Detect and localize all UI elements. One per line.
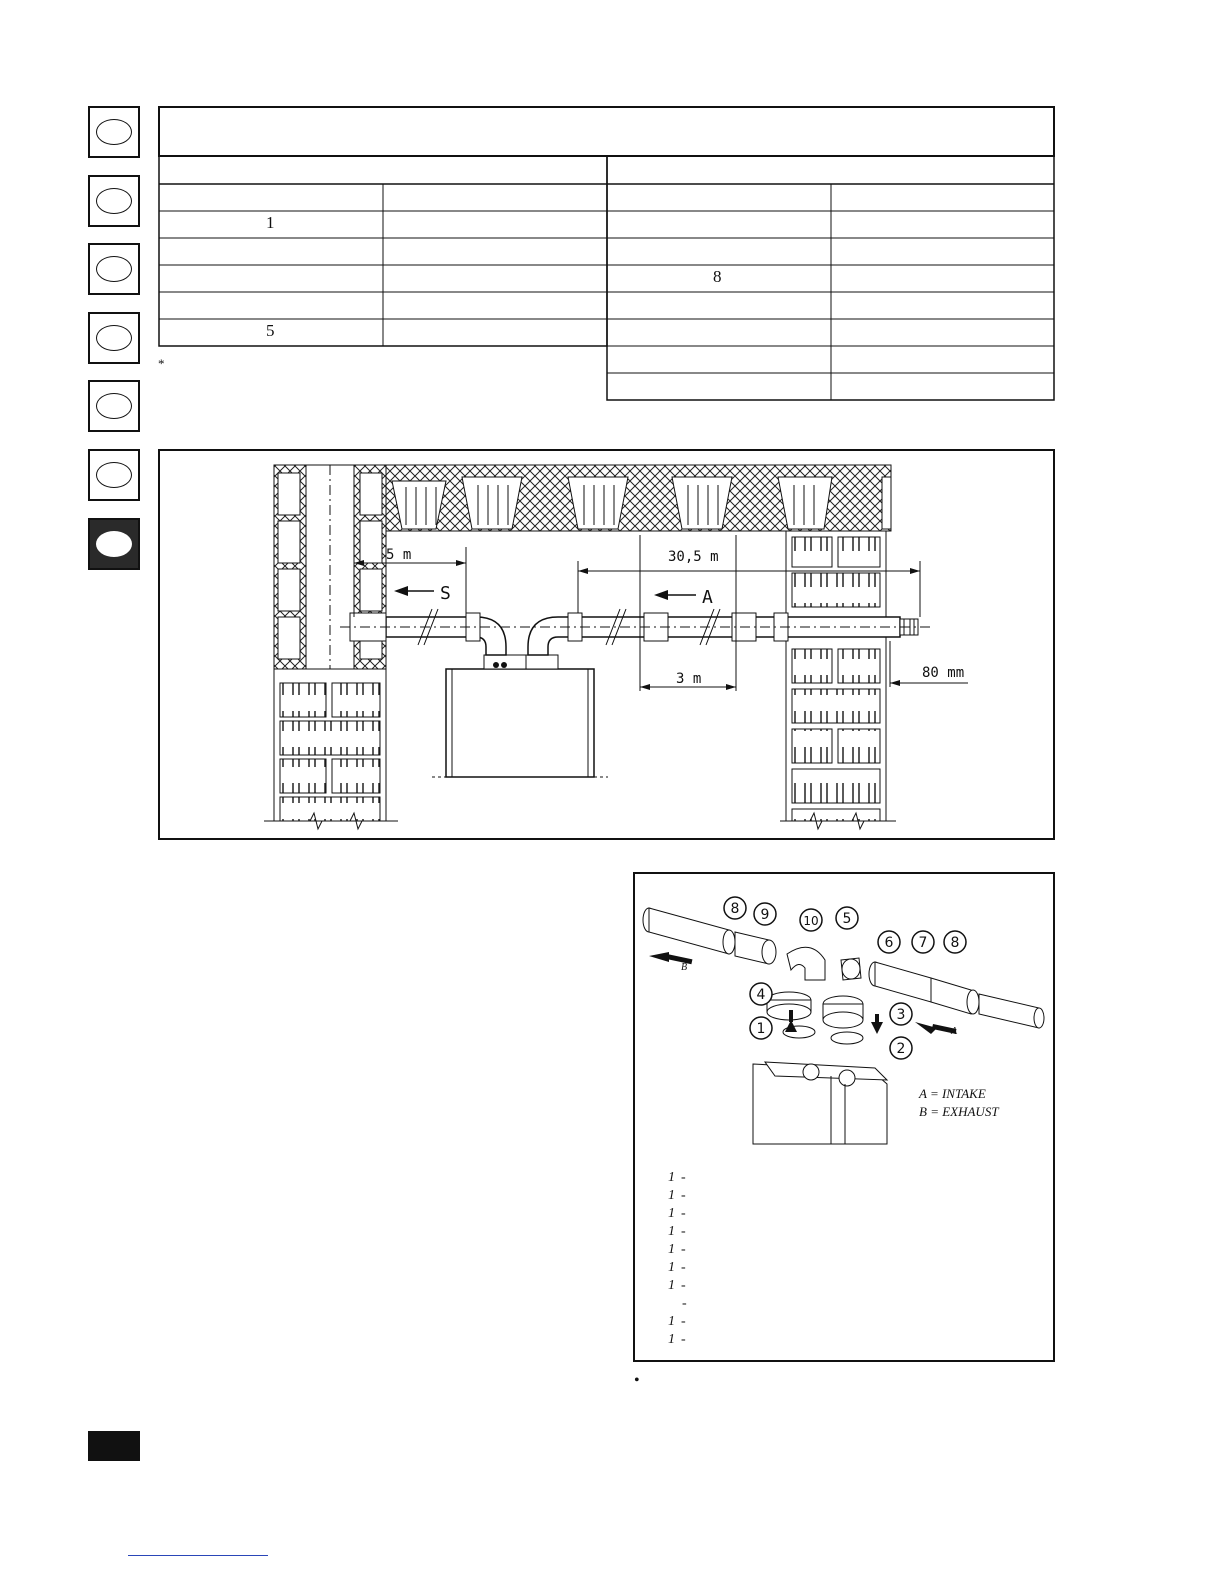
- legend-item: 1 -: [668, 1188, 686, 1203]
- kit-exploded-drawing: [635, 874, 1053, 1360]
- legend-item: 1 -: [668, 1206, 686, 1221]
- oval-icon: [96, 256, 132, 282]
- language-tab-2[interactable]: [88, 175, 140, 227]
- oval-icon: [96, 531, 132, 557]
- language-tab-3[interactable]: [88, 243, 140, 295]
- flue-layout-drawing: [160, 451, 1053, 838]
- oval-icon: [96, 393, 132, 419]
- callout-8b: 8: [950, 935, 960, 951]
- legend-item: 1 -: [668, 1278, 686, 1293]
- callout-1: 1: [756, 1021, 766, 1037]
- dimension-label-3m: 3 m: [676, 671, 702, 687]
- language-tab-5[interactable]: [88, 380, 140, 432]
- caption-exhaust: B = EXHAUST: [919, 1104, 999, 1119]
- table-cell: 5: [266, 321, 275, 340]
- arrow-label-a: A: [951, 1026, 958, 1037]
- caption-intake: A = INTAKE: [919, 1086, 986, 1101]
- dimension-label-80mm: 80 mm: [922, 665, 965, 681]
- language-tab-6[interactable]: [88, 449, 140, 501]
- language-tab-4[interactable]: [88, 312, 140, 364]
- dimension-label-a: 30,5 m: [668, 549, 719, 565]
- callout-9: 9: [760, 907, 770, 923]
- footnote-mark: *: [158, 356, 165, 371]
- callout-3: 3: [896, 1007, 906, 1023]
- language-tab-1[interactable]: [88, 106, 140, 158]
- label-a: A: [702, 587, 713, 608]
- language-tab-active[interactable]: [88, 518, 140, 570]
- callout-2: 2: [896, 1041, 906, 1057]
- legend-item: 1 -: [668, 1224, 686, 1239]
- table-cell: 1: [266, 213, 275, 232]
- legend-item: -: [682, 1296, 687, 1311]
- arrow-label-b: B: [681, 962, 688, 973]
- oval-icon: [96, 325, 132, 351]
- callout-8: 8: [730, 901, 740, 917]
- legend-item: 1 -: [668, 1260, 686, 1275]
- dimension-label-s: 5 m: [386, 547, 412, 563]
- flue-layout-figure: [158, 449, 1055, 840]
- oval-icon: [96, 119, 132, 145]
- callout-7: 7: [918, 935, 928, 951]
- legend-item: 1 -: [668, 1314, 686, 1329]
- callout-4: 4: [756, 987, 766, 1003]
- footer-link-underline[interactable]: [128, 1555, 268, 1556]
- spec-table: [158, 106, 1055, 401]
- label-s: S: [440, 583, 451, 604]
- oval-icon: [96, 462, 132, 488]
- callout-6: 6: [884, 935, 894, 951]
- legend-item: 1 -: [668, 1170, 686, 1185]
- table-cell: 8: [713, 267, 722, 286]
- callout-10: 10: [803, 914, 819, 928]
- oval-icon: [96, 188, 132, 214]
- callout-5: 5: [842, 911, 852, 927]
- legend-item: 1 -: [668, 1242, 686, 1257]
- page-number-box: [88, 1431, 140, 1461]
- kit-exploded-figure: [633, 872, 1055, 1362]
- bullet-point: •: [634, 1372, 640, 1389]
- legend-item: 1 -: [668, 1332, 686, 1347]
